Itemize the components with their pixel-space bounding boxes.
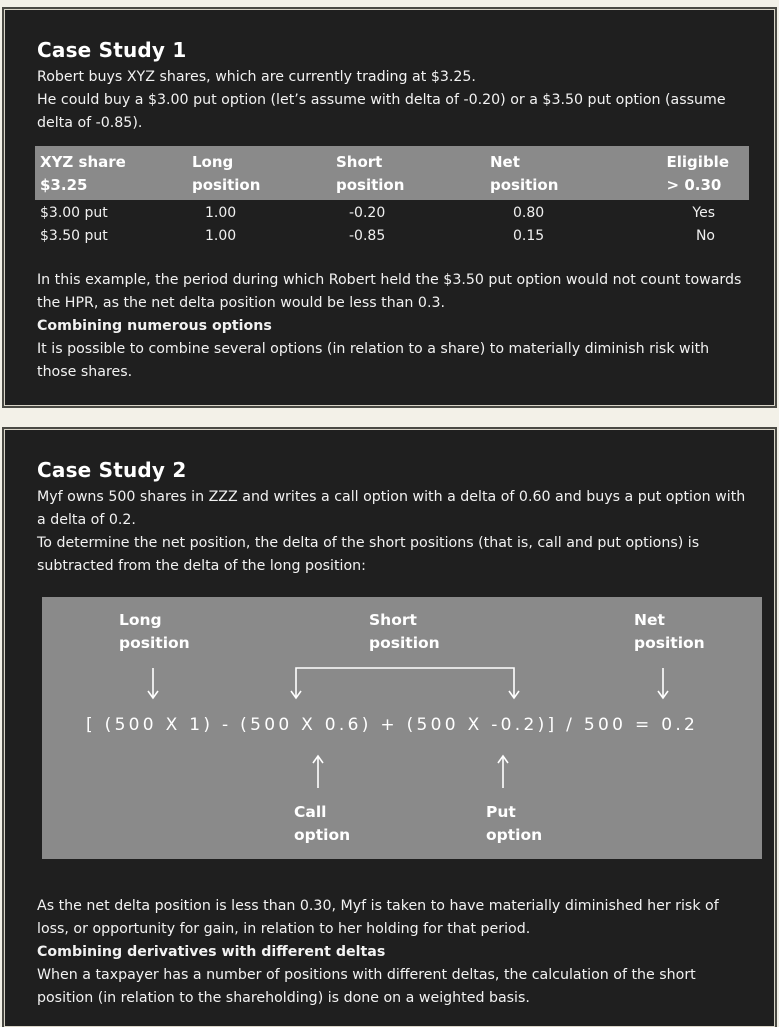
table-row [35, 225, 749, 248]
short-bracket-icon [296, 668, 514, 697]
case-study-1-intro-line2: He could buy a $3.00 put option (let’s assume with delta of -0.20) or a $3.50 put option (assume delta of -0.85). [37, 92, 726, 131]
case-study-2-title: Case Study 2 [37, 458, 187, 482]
table-header [35, 146, 749, 200]
case-study-2-intro-line2: To determine the net position, the delta of the short positions (that is, call and put options) is subtracted from the delta of the long position: [37, 535, 700, 574]
net-position-formula: [ (500 X 1) - (500 X 0.6) + (500 X -0.2)] / 500 = 0.2 [86, 715, 699, 735]
cell-net: 0.15 [513, 228, 545, 244]
col-header-long: Long position [192, 153, 261, 194]
formula-diagram [42, 597, 762, 859]
col-header-net: Net position [490, 153, 559, 194]
case-study-2-card [2, 427, 777, 1027]
col-header-share: XYZ share $3.25 [40, 153, 126, 194]
case-study-2-intro [37, 486, 747, 578]
label-short-position: Short position [369, 611, 440, 652]
cell-short: -0.20 [349, 205, 386, 221]
col-header-short: Short position [336, 153, 405, 194]
cell-option: $3.50 put [40, 228, 108, 244]
cell-long: 1.00 [205, 228, 237, 244]
cell-net: 0.80 [513, 205, 545, 221]
cell-eligible: No [695, 228, 715, 244]
case-study-1-intro-line1: Robert buys XYZ shares, which are currently trading at $3.25. [37, 69, 476, 85]
cell-eligible: Yes [692, 205, 715, 221]
label-put-option: Put option [486, 803, 543, 844]
case-study-2-paragraph-2: When a taxpayer has a number of positions with different deltas, the calculation of the short position (in relation to the shareholding) is done on a weighted basis. [37, 967, 696, 1006]
case-study-1-paragraph-2: It is possible to combine several options (in relation to a share) to materially diminish risk with those shares. [37, 341, 710, 380]
label-long-position: Long position [119, 611, 190, 652]
case-study-2-subheading: Combining derivatives with different deltas [37, 944, 386, 960]
case-study-1-body [37, 269, 747, 384]
cell-long: 1.00 [205, 205, 237, 221]
col-header-eligible: Eligible > 0.30 [666, 153, 729, 194]
case-study-2-body [37, 895, 747, 1010]
table-row [35, 202, 749, 225]
case-study-1-paragraph: In this example, the period during which Robert held the $3.50 put option would not count towards the HPR, as the net delta position would be less than 0.3. [37, 272, 742, 311]
label-call-option: Call option [294, 803, 351, 844]
case-study-1-card [2, 7, 777, 408]
case-study-2-intro-line1: Myf owns 500 shares in ZZZ and writes a call option with a delta of 0.60 and buys a put option with a delta of 0.2. [37, 489, 746, 528]
case-study-2-paragraph: As the net delta position is less than 0.30, Myf is taken to have materially diminished her risk of loss, or opportunity for gain, in relation to her holding for that period. [37, 898, 719, 937]
cell-option: $3.00 put [40, 205, 108, 221]
case-study-1-title: Case Study 1 [37, 38, 187, 62]
case-study-1-subheading: Combining numerous options [37, 318, 272, 334]
case-study-1-intro [37, 66, 747, 135]
label-net-position: Net position [634, 611, 705, 652]
cell-short: -0.85 [349, 228, 386, 244]
